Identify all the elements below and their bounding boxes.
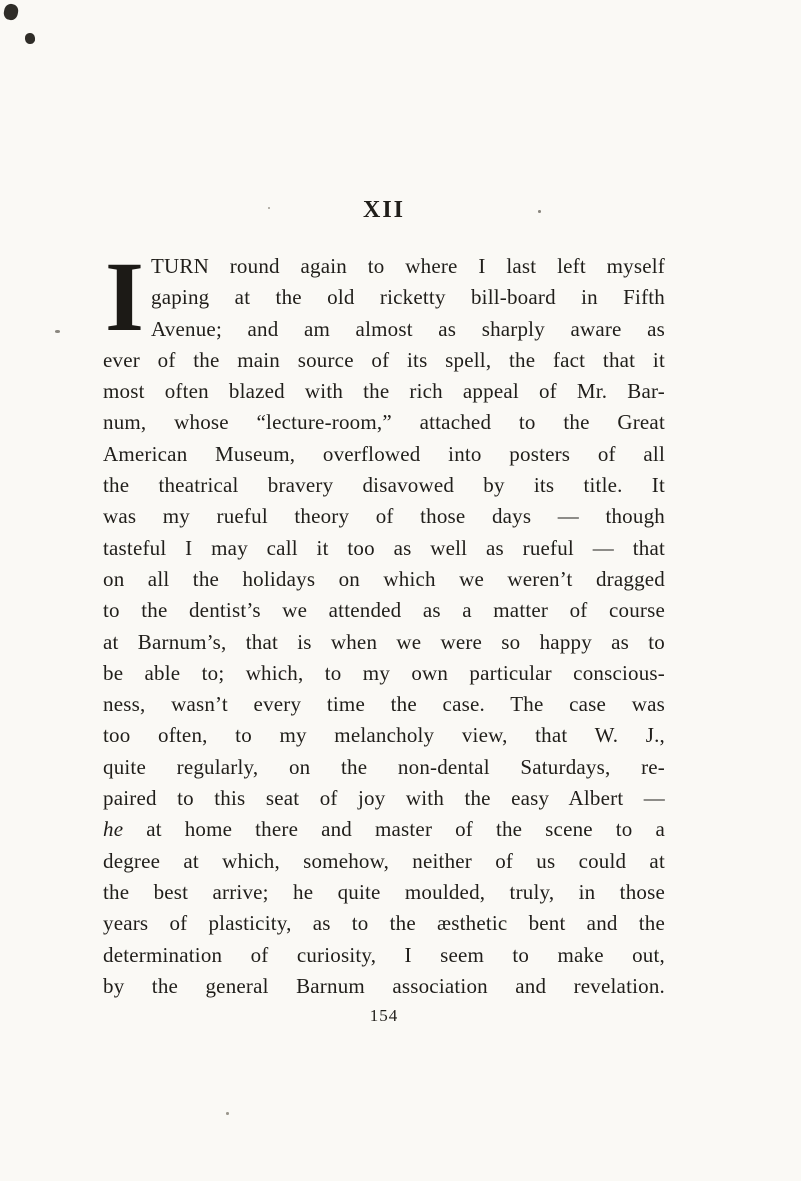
paragraph-lines [103,241,665,1002]
text-line: degree at which, somehow, neither of us could at [103,848,665,873]
text-line: be able to; which, to my own particular conscious- [103,660,665,685]
drop-cap: I [105,241,144,352]
text-line: on all the holidays on which we weren’t dragged [103,566,665,591]
text-line: most often blazed with the rich appeal of Mr. Bar- [103,379,665,404]
text-line: too often, to my melancholy view, that W. J., [103,723,665,748]
text-line: was my rueful theory of those days — though [103,504,665,529]
text-line: the theatrical bravery disavowed by its title. It [103,473,665,498]
italic-word: he [103,817,124,842]
text-line: quite regularly, on the non-dental Saturdays, re- [103,754,665,779]
scan-speck [24,32,35,44]
scan-speck [226,1112,229,1115]
scan-speck [55,330,60,333]
text-line: TURN round again to where I last left myself [151,254,665,278]
text-line: tasteful I may call it too as well as rueful — that [103,535,665,560]
text-line: to the dentist’s we attended as a matter of course [103,598,665,623]
chapter-heading: XII [362,197,405,223]
page-number: 154 [369,1006,399,1025]
text-line: Avenue; and am almost as sharply aware as [151,316,665,341]
paragraph [103,241,665,1002]
text-line: ever of the main source of its spell, the fact that it [103,347,665,372]
text-line: American Museum, overflowed into posters of all [103,441,665,466]
text-line: years of plasticity, as to the æsthetic bent and the [103,911,665,936]
text-line: by the general Barnum association and revelation. [103,973,665,998]
scan-speck [2,3,19,22]
text-line: gaping at the old ricketty bill-board in Fifth [151,285,665,310]
text-line: the best arrive; he quite moulded, truly, in those [103,879,665,904]
text-line: at Barnum’s, that is when we were so happy as to [103,629,665,654]
text-line: he at home there and master of the scene to a [103,817,665,842]
text-line: paired to this seat of joy with the easy Albert — [103,786,665,811]
text-line: ness, wasn’t every time the case. The case was [103,692,665,717]
text-line: determination of curiosity, I seem to make out, [103,942,665,967]
text-line: num, whose “lecture-room,” attached to the Great [103,410,665,435]
